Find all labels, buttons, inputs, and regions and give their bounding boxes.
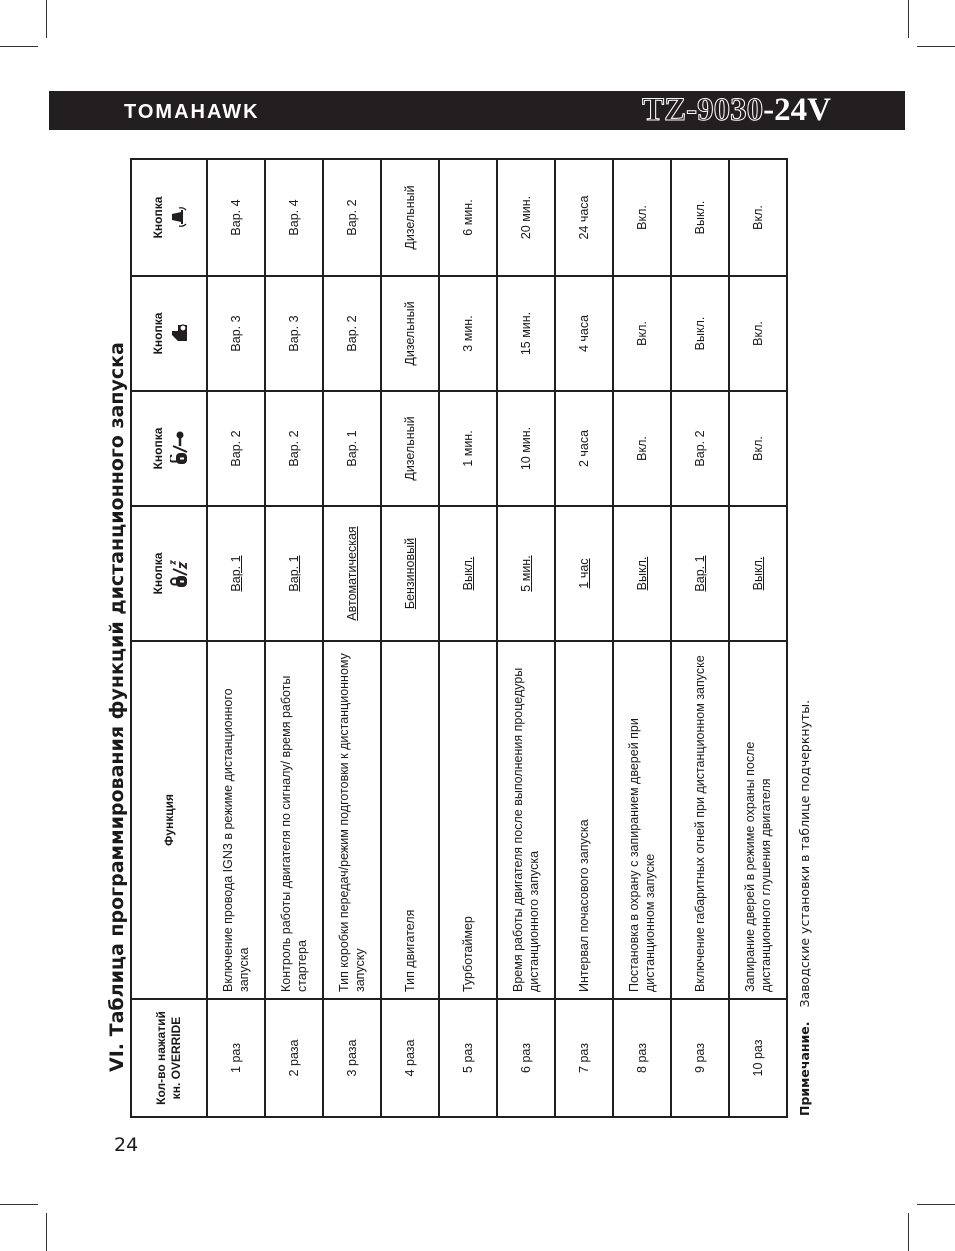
- crop-mark: [46, 0, 47, 38]
- section-title: VI. Таблица программирования функций дистанционного запуска: [106, 342, 128, 1072]
- crop-mark: [46, 1213, 47, 1251]
- cell-text: 7 раз: [577, 1043, 591, 1073]
- cell-text: 5 раз: [461, 1043, 475, 1073]
- cell-text: 10 мин.: [519, 426, 533, 471]
- cell-count: [265, 999, 323, 1117]
- cell-b2: [381, 391, 439, 506]
- table-row: [439, 159, 497, 1117]
- cell-b4: [265, 159, 323, 276]
- programming-table-wrapper: [130, 160, 773, 1118]
- table-row: [671, 159, 729, 1117]
- cell-b3: [439, 276, 497, 391]
- cell-b3: [555, 276, 613, 391]
- header-button-1: [131, 506, 207, 641]
- cell-text: 4 часа: [577, 314, 591, 353]
- unlock-key-icon: [170, 398, 188, 499]
- cell-b2: [613, 391, 671, 506]
- cell-b4: [671, 159, 729, 276]
- cell-function: [497, 641, 555, 999]
- cell-text: Вкл.: [635, 436, 649, 461]
- cell-text: 4 раза: [403, 1039, 417, 1077]
- cell-count: [555, 999, 613, 1117]
- cell-function: [381, 641, 439, 999]
- crop-mark: [917, 46, 955, 47]
- default-value: Автоматическая: [345, 526, 359, 621]
- crop-mark: [0, 1204, 38, 1205]
- cell-text: 20 мин.: [519, 195, 533, 240]
- cell-text: 15 мин.: [519, 311, 533, 356]
- cell-text: Вар. 4: [229, 199, 243, 236]
- cell-b4: [613, 159, 671, 276]
- cell-text: Вкл.: [751, 321, 765, 346]
- cell-text: Время работы двигателя после выполнения процедуры дистанционного запуска: [511, 667, 541, 992]
- cell-b3: [265, 276, 323, 391]
- cell-function: [265, 641, 323, 999]
- cell-text: 2 раза: [287, 1039, 301, 1077]
- crop-mark: [908, 0, 909, 38]
- header-label: Кнопка: [150, 312, 165, 355]
- crop-mark: [908, 1213, 909, 1251]
- cell-text: 24 часа: [577, 195, 591, 240]
- cell-text: 2 часа: [577, 429, 591, 468]
- cell-b1: [381, 506, 439, 641]
- cell-text: Тип двигателя: [403, 909, 417, 992]
- cell-b1: [729, 506, 787, 641]
- cell-b4: [497, 159, 555, 276]
- cell-count: [381, 999, 439, 1117]
- cell-function: [439, 641, 497, 999]
- cell-text: Вар. 2: [693, 430, 707, 467]
- default-value: 1 час: [577, 558, 591, 589]
- table-note: [797, 700, 813, 1116]
- lock-sleep-icon: [170, 513, 188, 634]
- cell-b2: [207, 391, 265, 506]
- cell-text: 9 раз: [693, 1043, 707, 1073]
- header-label: Кнопка: [150, 552, 165, 595]
- header-function: Функция: [131, 641, 207, 999]
- cell-text: Контроль работы двигателя по сигналу/ время работы стартера: [279, 675, 309, 992]
- cell-text: Вкл.: [751, 436, 765, 461]
- cell-text: 6 раз: [519, 1043, 533, 1073]
- cell-text: Дизельный: [403, 301, 417, 366]
- cell-b1: [497, 506, 555, 641]
- cell-count: [671, 999, 729, 1117]
- table-row: [207, 159, 265, 1117]
- cell-function: [555, 641, 613, 999]
- cell-text: Интервал почасового запуска: [577, 819, 591, 992]
- cell-b1: [555, 506, 613, 641]
- cell-b1: [323, 506, 381, 641]
- table-row: [265, 159, 323, 1117]
- cell-count: [613, 999, 671, 1117]
- cell-count: [497, 999, 555, 1117]
- cell-text: Постановка в охрану с запиранием дверей при дистанционном запуске: [627, 718, 657, 992]
- cell-b2: [497, 391, 555, 506]
- cell-b2: [671, 391, 729, 506]
- cell-b3: [323, 276, 381, 391]
- brand-logo: TOMAHAWK: [124, 101, 260, 123]
- cell-b3: [671, 276, 729, 391]
- default-value: Выкл.: [461, 556, 475, 591]
- cell-text: Вар. 2: [345, 315, 359, 352]
- default-value: Вар. 1: [229, 555, 243, 592]
- cell-text: Вар. 3: [287, 315, 301, 352]
- cell-b2: [265, 391, 323, 506]
- cell-function: [207, 641, 265, 999]
- header-button-3: [131, 276, 207, 391]
- default-value: 5 мин.: [519, 555, 533, 592]
- cell-text: Дизельный: [403, 185, 417, 250]
- default-value: Бензиновый: [403, 537, 417, 610]
- note-label: Примечание.: [797, 1021, 812, 1116]
- cell-function: [323, 641, 381, 999]
- header-count: Кол-во нажатий кн. OVERRIDE: [131, 999, 207, 1117]
- cell-b3: [613, 276, 671, 391]
- cell-text: Вкл.: [635, 321, 649, 346]
- cell-b4: [555, 159, 613, 276]
- cell-function: [729, 641, 787, 999]
- default-value: Вар. 1: [693, 555, 707, 592]
- cell-b2: [729, 391, 787, 506]
- cell-text: 3 мин.: [461, 315, 475, 352]
- cell-text: Запирание дверей в режиме охраны после дистанционного глушения двигателя: [743, 741, 773, 992]
- header-banner: [49, 91, 905, 130]
- default-value: Выкл.: [751, 556, 765, 591]
- model-name: [642, 92, 831, 129]
- cell-b3: [729, 276, 787, 391]
- cell-text: Включение провода IGN3 в режиме дистанционного запуска: [221, 688, 251, 992]
- cell-b2: [323, 391, 381, 506]
- table-row: [555, 159, 613, 1117]
- programming-table: [130, 158, 788, 1118]
- cell-text: Вар. 2: [345, 199, 359, 236]
- cell-text: Выкл.: [693, 200, 707, 235]
- default-value: Выкл.: [635, 556, 649, 591]
- cell-function: [671, 641, 729, 999]
- cell-b2: [439, 391, 497, 506]
- table-row: [497, 159, 555, 1117]
- default-value: Вар. 1: [287, 555, 301, 592]
- cell-b3: [381, 276, 439, 391]
- cell-function: [613, 641, 671, 999]
- table-row: [729, 159, 787, 1117]
- header-button-4: [131, 159, 207, 276]
- note-text: Заводские установки в таблице подчеркнуты.: [797, 699, 812, 1008]
- cell-text: 6 мин.: [461, 199, 475, 236]
- cell-text: Вкл.: [635, 205, 649, 230]
- cell-text: 1 мин.: [461, 430, 475, 467]
- model-suffix: -24V: [763, 92, 831, 128]
- cell-count: [439, 999, 497, 1117]
- cell-text: 1 раз: [229, 1043, 243, 1073]
- header-label: Кнопка: [150, 427, 165, 470]
- cell-b3: [497, 276, 555, 391]
- crop-mark: [917, 1204, 955, 1205]
- cell-b1: [671, 506, 729, 641]
- header-label: Кнопка: [150, 196, 165, 239]
- cell-text: 3 раза: [345, 1039, 359, 1077]
- cell-text: Вар. 1: [345, 430, 359, 467]
- cell-b4: [729, 159, 787, 276]
- page-number: 24: [114, 1134, 139, 1156]
- cell-text: Вар. 3: [229, 315, 243, 352]
- trunk-icon: [170, 283, 188, 384]
- cell-text: Вар. 4: [287, 199, 301, 236]
- cell-b1: [439, 506, 497, 641]
- model-number: TZ-9030: [642, 92, 764, 128]
- cell-text: Выкл.: [693, 316, 707, 351]
- siren-icon: [170, 166, 188, 269]
- table-row: [613, 159, 671, 1117]
- cell-b1: [613, 506, 671, 641]
- cell-b4: [439, 159, 497, 276]
- cell-b4: [207, 159, 265, 276]
- table-row: [381, 159, 439, 1117]
- cell-count: [207, 999, 265, 1117]
- cell-text: 10 раз: [751, 1039, 765, 1077]
- cell-text: 8 раз: [635, 1043, 649, 1073]
- cell-b1: [265, 506, 323, 641]
- cell-text: Вкл.: [751, 205, 765, 230]
- cell-count: [729, 999, 787, 1117]
- table-row: [323, 159, 381, 1117]
- cell-text: Тип коробки передач/режим подготовки к дистанционному запуску: [337, 653, 367, 992]
- cell-text: Дизельный: [403, 416, 417, 481]
- crop-mark: [0, 46, 38, 47]
- cell-count: [323, 999, 381, 1117]
- cell-text: Включение габаритных огней при дистанционном запуске: [693, 655, 707, 992]
- cell-b4: [381, 159, 439, 276]
- cell-text: Турботаймер: [461, 916, 475, 992]
- cell-b3: [207, 276, 265, 391]
- cell-b2: [555, 391, 613, 506]
- cell-b1: [207, 506, 265, 641]
- cell-text: Вар. 2: [229, 430, 243, 467]
- header-button-2: [131, 391, 207, 506]
- cell-b4: [323, 159, 381, 276]
- cell-text: Вар. 2: [287, 430, 301, 467]
